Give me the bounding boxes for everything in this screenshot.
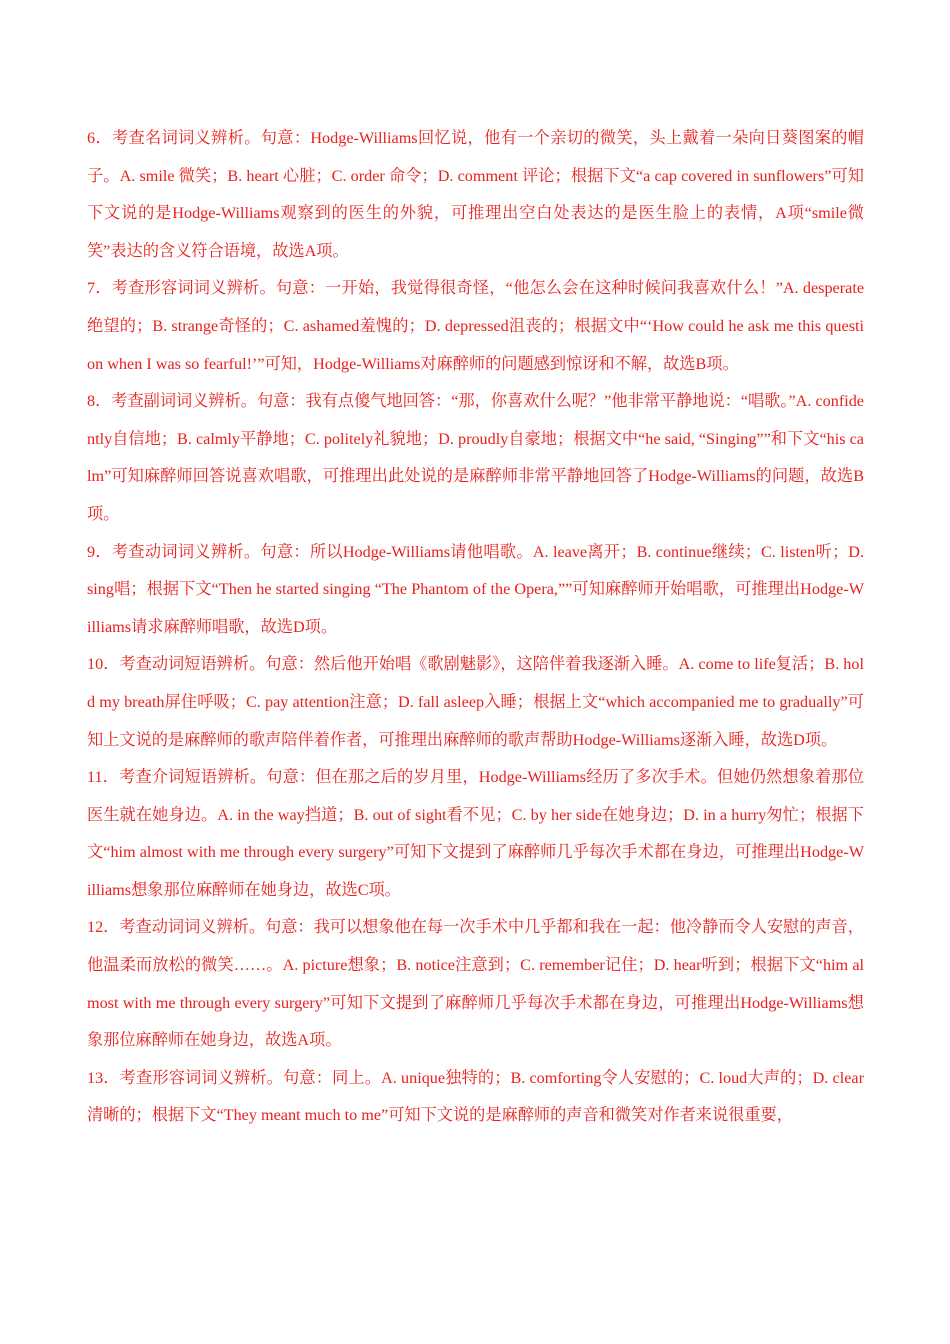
explanation-item-7: 7．考查形容词词义辨析。句意：一开始，我觉得很奇怪，“他怎么会在这种时候问我喜欢什么！”A. desperate绝望的；B. strange奇怪的；C. ashamed羞愧的；D. depressed沮丧的；根据文中“‘How could he ask me this question when I was so fearful!’”可知，Hodge-Williams对麻醉师的问题感到惊讶和不解，故选B项。 (87, 279, 864, 373)
explanation-item-6: 6．考查名词词义辨析。句意：Hodge-Williams回忆说，他有一个亲切的微笑，头上戴着一朵向日葵图案的帽子。A. smile 微笑；B. heart 心脏；C. order 命令；D. comment 评论；根据下文“a cap covered in sunflowers”可知下文说的是Hodge-Williams观察到的医生的外貌，可推理出空白处表达的是医生脸上的表情，A项“smile微笑”表达的含义符合语境，故选A项。 (87, 129, 864, 260)
explanation-item-13: 13．考查形容词词义辨析。句意：同上。A. unique独特的；B. comforting令人安慰的；C. loud大声的；D. clear清晰的；根据下文“They meant much to me”可知下文说的是麻醉师的声音和微笑对作者来说很重要， (87, 1068, 864, 1125)
explanation-item-12: 12．考查动词词义辨析。句意：我可以想象他在每一次手术中几乎都和我在一起：他冷静而令人安慰的声音，他温柔而放松的微笑……。A. picture想象；B. notice注意到；C. remember记住；D. hear听到；根据下文“him almost with me through every surgery”可知下文提到了麻醉师几乎每次手术都在身边，可推理出Hodge-Williams想象那位麻醉师在她身边，故选A项。 (87, 918, 864, 1050)
answer-explanations (87, 120, 864, 1135)
explanation-item-9: 9．考查动词词义辨析。句意：所以Hodge-Williams请他唱歌。A. leave离开；B. continue继续；C. listen听；D. sing唱；根据下文“Then he started singing “The Phantom of the Opera,””可知麻醉师开始唱歌，可推理出Hodge-Williams请求麻醉师唱歌，故选D项。 (87, 542, 864, 636)
explanation-item-8: 8．考查副词词义辨析。句意：我有点傻气地回答：“那，你喜欢什么呢？”他非常平静地说：“唱歌。”A. confidently自信地；B. calmly平静地；C. politely礼貌地；D. proudly自豪地；根据文中“he said, “Singing””和下文“his calm”可知麻醉师回答说喜欢唱歌，可推理出此处说的是麻醉师非常平静地回答了Hodge-Williams的问题，故选B项。 (87, 392, 864, 523)
explanation-item-11: 11．考查介词短语辨析。句意：但在那之后的岁月里，Hodge-Williams经历了多次手术。但她仍然想象着那位医生就在她身边。A. in the way挡道；B. out of sight看不见；C. by her side在她身边；D. in a hurry匆忙；根据下文“him almost with me through every surgery”可知下文提到了麻醉师几乎每次手术都在身边，可推理出Hodge-Williams想象那位麻醉师在她身边，故选C项。 (87, 768, 864, 899)
explanation-item-10: 10．考查动词短语辨析。句意：然后他开始唱《歌剧魅影》，这陪伴着我逐渐入睡。A. come to life复活；B. hold my breath屏住呼吸；C. pay attention注意；D. fall asleep入睡；根据上文“which accompanied me to gradually”可知上文说的是麻醉师的歌声陪伴着作者，可推理出麻醉师的歌声帮助Hodge-Williams逐渐入睡，故选D项。 (87, 655, 864, 749)
